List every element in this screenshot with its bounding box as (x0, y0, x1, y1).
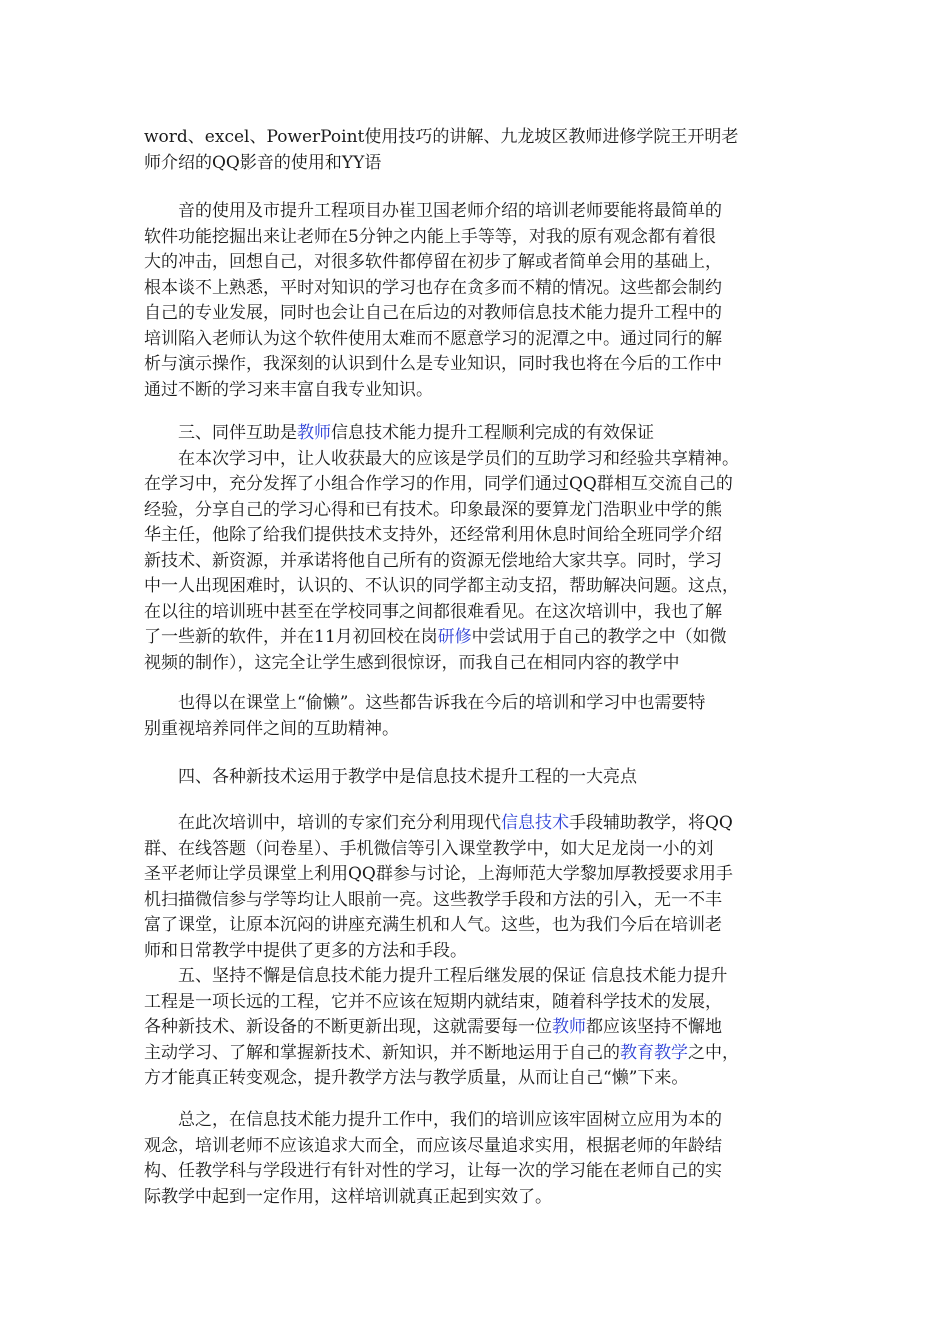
text-segment: 师和日常教学中提供了更多的方法和手段。 (144, 940, 467, 961)
text-segment: word、excel、PowerPoint使用技巧的讲解、九龙坡区教师进修学院王开明老 (144, 127, 739, 147)
text-line (144, 990, 824, 1016)
paragraph-7 (144, 1108, 824, 1210)
text-segment: 师介绍的QQ影音的使用和YY语 (144, 152, 382, 173)
paragraph-4 (144, 691, 824, 742)
text-line (144, 651, 824, 677)
text-segment: 三、同伴互助是 (144, 423, 297, 443)
keyword-link[interactable]: 教师 (297, 423, 331, 443)
text-line (144, 125, 824, 151)
text-segment: 在以往的培训班中甚至在学校同事之间都很难看见。在这次培训中，我也了解 (144, 601, 722, 622)
text-segment: 中一人出现困难时，认识的、不认识的同学都主动支招，帮助解决问题。这点， (144, 576, 739, 596)
text-line (144, 811, 824, 837)
text-line (144, 600, 824, 626)
paragraph-3 (144, 421, 824, 676)
keyword-link[interactable]: 教育教学 (620, 1042, 688, 1063)
text-line (144, 327, 824, 353)
text-segment: 也得以在课堂上“偷懒”。这些都告诉我在今后的培训和学习中也需要特 (144, 693, 706, 713)
paragraph-6 (144, 811, 824, 1092)
text-line (144, 549, 824, 575)
paragraph-5 (144, 765, 824, 791)
text-line (144, 1041, 824, 1067)
text-segment: 富了课堂，让原本沉闷的讲座充满生机和人气。这些，也为我们今后在培训老 (144, 915, 722, 935)
text-segment: 总之，在信息技术能力提升工作中，我们的培训应该牢固树立应用为本的 (144, 1110, 722, 1130)
text-segment: 群、在线答题（问卷星）、手机微信等引入课堂教学中，如大足龙岗一小的刘 (144, 838, 714, 859)
text-segment: 根本谈不上熟悉，平时对知识的学习也存在贪多而不精的情况。这些都会制约 (144, 277, 722, 298)
text-line (144, 939, 824, 965)
text-segment: 析与演示操作，我深刻的认识到什么是专业知识，同时我也将在今后的工作中 (144, 354, 722, 374)
text-segment: 视频的制作），这完全让学生感到很惊讶，而我自己在相同内容的教学中 (144, 652, 680, 673)
text-line (144, 378, 824, 404)
text-line (144, 447, 824, 473)
text-segment: 华主任，他除了给我们提供技术支持外，还经常利用休息时间给全班同学介绍 (144, 525, 722, 545)
text-line (144, 1015, 824, 1041)
text-segment: 构、任教学科与学段进行有针对性的学习，让每一次的学习能在老师自己的实 (144, 1161, 722, 1181)
text-segment: 方才能真正转变观念，提升教学方法与教学质量，从而让自己“懒”下来。 (144, 1068, 689, 1088)
text-segment: 观念，培训老师不应该追求大而全，而应该尽量追求实用，根据老师的年龄结 (144, 1135, 722, 1156)
paragraph-2 (144, 199, 824, 403)
text-line (144, 1134, 824, 1160)
text-segment: 培训陷入老师认为这个软件使用太难而不愿意学习的泥潭之中。通过同行的解 (144, 328, 722, 349)
text-line (144, 964, 824, 990)
text-segment: 机扫描微信参与学等均让人眼前一亮。这些教学手段和方法的引入，无一不丰 (144, 889, 722, 910)
text-segment: 通过不断的学习来丰富自我专业知识。 (144, 379, 433, 400)
text-line (144, 1185, 824, 1211)
text-segment: 主动学习、了解和掌握新技术、新知识，并不断地运用于自己的 (144, 1042, 620, 1063)
text-line (144, 765, 824, 791)
text-line (144, 421, 824, 447)
keyword-link[interactable]: 教师 (552, 1017, 586, 1037)
text-segment: 了一些新的软件，并在11月初回校在岗 (144, 627, 438, 647)
keyword-link[interactable]: 研修 (437, 627, 472, 647)
text-segment: 软件功能挖掘出来让老师在5分钟之内能上手等等，对我的原有观念都有着很 (144, 226, 716, 247)
paragraph-1 (144, 125, 824, 176)
text-segment: 音的使用及市提升工程项目办崔卫国老师介绍的培训老师要能将最简单的 (144, 201, 722, 221)
text-segment: 别重视培养同伴之间的互助精神。 (144, 718, 399, 739)
text-line (144, 1108, 824, 1134)
text-line (144, 199, 824, 225)
text-line (144, 498, 824, 524)
text-segment: 大的冲击，回想自己，对很多软件都停留在初步了解或者简单会用的基础上， (144, 252, 722, 272)
text-segment: 经验，分享自己的学习心得和已有技术。印象最深的要算龙门浩职业中学的熊 (144, 499, 722, 520)
text-segment: 各种新技术、新设备的不断更新出现，这就需要每一位 (144, 1017, 552, 1037)
text-line (144, 523, 824, 549)
text-line (144, 574, 824, 600)
text-line (144, 837, 824, 863)
text-segment: 五、坚持不懈是信息技术能力提升工程后继发展的保证 信息技术能力提升 (144, 966, 728, 986)
text-line (144, 472, 824, 498)
text-line (144, 888, 824, 914)
text-segment: 在此次培训中，培训的专家们充分利用现代 (144, 813, 501, 833)
keyword-link[interactable]: 信息技术 (501, 813, 569, 833)
text-segment: 之中， (688, 1042, 739, 1063)
text-segment: 新技术、新资源，并承诺将他自己所有的资源无偿地给大家共享。同时，学习 (144, 550, 722, 571)
text-line (144, 301, 824, 327)
text-segment: 工程是一项长远的工程，它并不应该在短期内就结束，随着科学技术的发展， (144, 991, 722, 1012)
text-line (144, 1066, 824, 1092)
text-line (144, 1159, 824, 1185)
text-segment: 际教学中起到一定作用，这样培训就真正起到实效了。 (144, 1186, 552, 1207)
text-segment: 在学习中，充分发挥了小组合作学习的作用，同学们通过QQ群相互交流自己的 (144, 474, 733, 494)
text-line (144, 276, 824, 302)
text-line (144, 151, 824, 177)
text-segment: 信息技术能力提升工程顺利完成的有效保证 (331, 423, 654, 443)
text-line (144, 625, 824, 651)
text-line (144, 225, 824, 251)
text-line (144, 717, 824, 743)
text-line (144, 352, 824, 378)
text-segment: 圣平老师让学员课堂上利用QQ群参与讨论，上海师范大学黎加厚教授要求用手 (144, 864, 733, 884)
text-segment: 在本次学习中，让人收获最大的应该是学员们的互助学习和经验共享精神。 (144, 448, 739, 469)
text-segment: 手段辅助教学，将QQ (569, 813, 733, 833)
text-segment: 中尝试用于自己的教学之中（如微 (471, 627, 727, 647)
text-line (144, 250, 824, 276)
text-line (144, 913, 824, 939)
text-line (144, 691, 824, 717)
text-line (144, 862, 824, 888)
text-segment: 自己的专业发展，同时也会让自己在后边的对教师信息技术能力提升工程中的 (144, 303, 722, 323)
text-segment: 四、各种新技术运用于教学中是信息技术提升工程的一大亮点 (144, 767, 637, 787)
text-segment: 都应该坚持不懈地 (586, 1017, 722, 1037)
